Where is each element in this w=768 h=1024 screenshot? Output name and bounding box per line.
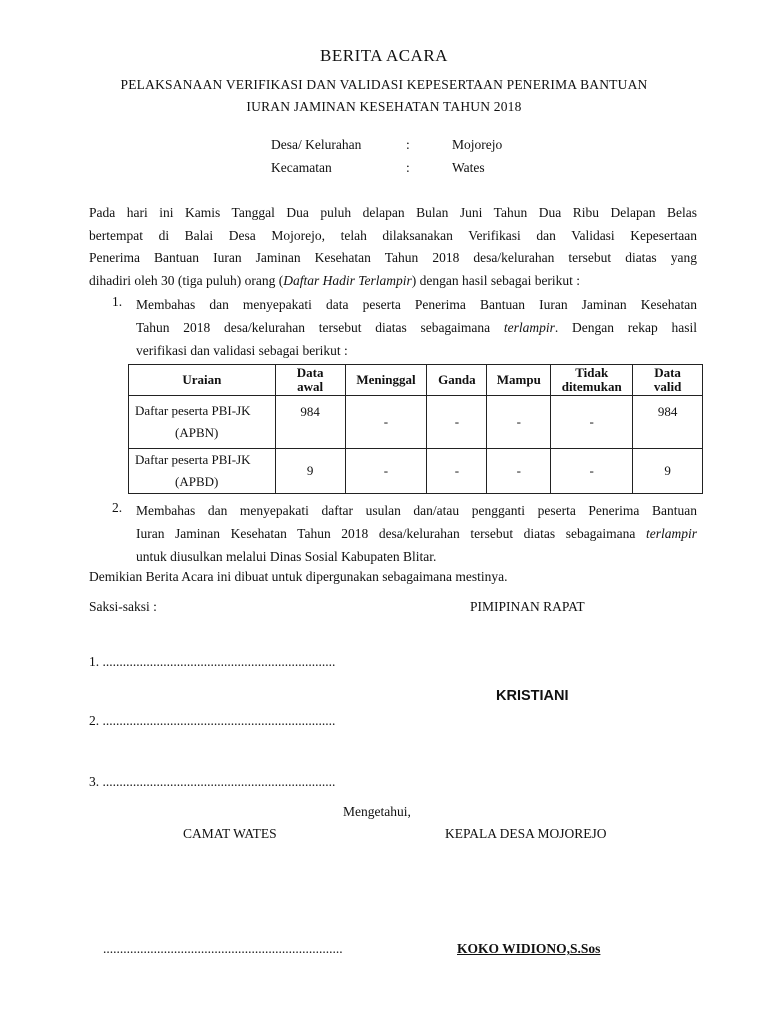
item1-text — [136, 293, 697, 362]
header-text: Tidak — [575, 365, 609, 380]
col-uraian: Uraian — [129, 365, 276, 396]
witness-1-line: 1. ..................................................................... — [89, 654, 336, 669]
header-text: valid — [653, 379, 682, 394]
col-mampu: Mampu — [487, 365, 551, 396]
camat-signature-line: ....................................................................... — [103, 941, 343, 956]
leader-title: PIMIPINAN RAPAT — [470, 599, 585, 614]
cell-data-valid: 984 — [633, 396, 703, 449]
desa-separator: : — [406, 137, 410, 152]
col-tidak-ditemukan — [551, 365, 633, 396]
header-text: Data — [296, 365, 324, 380]
row-description — [129, 396, 276, 449]
intro-italic: Daftar Hadir Terlampir — [283, 272, 412, 288]
cell-ganda: - — [427, 449, 487, 494]
item-text: . Dengan rekap hasil — [554, 320, 697, 335]
row-desc-line: (APBD) — [175, 474, 219, 489]
table-row — [129, 449, 703, 494]
cell-meninggal: - — [345, 449, 427, 494]
document-subtitle-line1: PELAKSANAAN VERIFIKASI DAN VALIDASI KEPESERTAAN PENERIMA BANTUAN — [120, 77, 648, 92]
item-text: Iuran Jaminan Kesehatan Tahun 2018 desa/kelurahan tersebut diatas sebagaimana — [136, 526, 646, 541]
col-data-awal — [275, 365, 345, 396]
desa-label: Desa/ Kelurahan — [271, 137, 362, 152]
recap-table — [128, 364, 703, 494]
cell-mampu: - — [487, 396, 551, 449]
item-line — [136, 316, 697, 339]
kepala-desa-title: KEPALA DESA MOJOREJO — [445, 826, 607, 841]
item-number: 1. — [112, 294, 123, 309]
item-italic: terlampir — [645, 526, 697, 541]
item-number: 2. — [112, 500, 123, 515]
intro-text: dihadiri oleh 30 (tiga puluh) orang ( — [89, 272, 284, 288]
item-text: Tahun 2018 desa/kelurahan tersebut diatas sebagaimana — [136, 320, 504, 335]
item-italic: terlampir — [503, 320, 555, 335]
witness-2-line: 2. ..................................................................... — [89, 713, 336, 728]
closing-statement: Demikian Berita Acara ini dibuat untuk dipergunakan sebagaimana mestinya. — [89, 569, 508, 584]
cell-data-awal: 984 — [275, 396, 345, 449]
document-subtitle-line2: IURAN JAMINAN KESEHATAN TAHUN 2018 — [246, 99, 522, 114]
item-line: untuk diusulkan melalui Dinas Sosial Kabupaten Blitar. — [136, 549, 437, 564]
header-text: Data — [654, 365, 681, 380]
mengetahui-label: Mengetahui, — [343, 804, 411, 819]
item-line: Membahas dan menyepakati daftar usulan dan/atau pengganti peserta Penerima Bantuan — [136, 503, 697, 518]
kecamatan-separator: : — [406, 160, 410, 175]
camat-title: CAMAT WATES — [183, 826, 277, 841]
item-line — [136, 522, 697, 545]
witnesses-label: Saksi-saksi : — [89, 599, 157, 614]
kecamatan-label: Kecamatan — [271, 160, 332, 175]
kecamatan-value: Wates — [452, 160, 485, 175]
desa-value: Mojorejo — [452, 137, 503, 152]
cell-tidak-ditemukan: - — [551, 396, 633, 449]
item-line: verifikasi dan validasi sebagai berikut : — [136, 343, 348, 358]
table-row — [129, 396, 703, 449]
item-line: Membahas dan menyepakati data peserta Penerima Bantuan Iuran Jaminan Kesehatan — [136, 297, 697, 312]
leader-name: KRISTIANI — [496, 688, 569, 704]
cell-data-awal: 9 — [275, 449, 345, 494]
cell-meninggal: - — [345, 396, 427, 449]
cell-tidak-ditemukan: - — [551, 449, 633, 494]
kepala-desa-name: KOKO WIDIONO,S.Sos — [457, 941, 601, 956]
witness-3-line: 3. ..................................................................... — [89, 774, 336, 789]
table-header-row — [129, 365, 703, 396]
header-text: awal — [297, 379, 324, 394]
row-desc-line: Daftar peserta PBI-JK — [135, 403, 251, 418]
cell-data-valid: 9 — [633, 449, 703, 494]
intro-paragraph — [89, 202, 697, 292]
intro-line: bertempat di Balai Desa Mojorejo, telah dilaksanakan Verifikasi dan Validasi Kepesertaan — [89, 227, 697, 243]
row-desc-line: Daftar peserta PBI-JK — [135, 452, 251, 467]
col-meninggal: Meninggal — [345, 365, 427, 396]
intro-line — [89, 270, 697, 293]
intro-text: ) dengan hasil sebagai berikut : — [411, 272, 581, 288]
item2-text — [136, 499, 697, 568]
header-text: ditemukan — [561, 379, 622, 394]
document-title: BERITA ACARA — [320, 46, 448, 65]
cell-ganda: - — [427, 396, 487, 449]
cell-mampu: - — [487, 449, 551, 494]
row-desc-line: (APBN) — [175, 425, 219, 440]
intro-line: Penerima Bantuan Iuran Jaminan Kesehatan Tahun 2018 desa/kelurahan tersebut diatas yang — [89, 250, 697, 265]
row-description — [129, 449, 276, 494]
col-ganda: Ganda — [427, 365, 487, 396]
col-data-valid — [633, 365, 703, 396]
intro-line: Pada hari ini Kamis Tanggal Dua puluh delapan Bulan Juni Tahun Dua Ribu Delapan Belas — [89, 205, 697, 220]
